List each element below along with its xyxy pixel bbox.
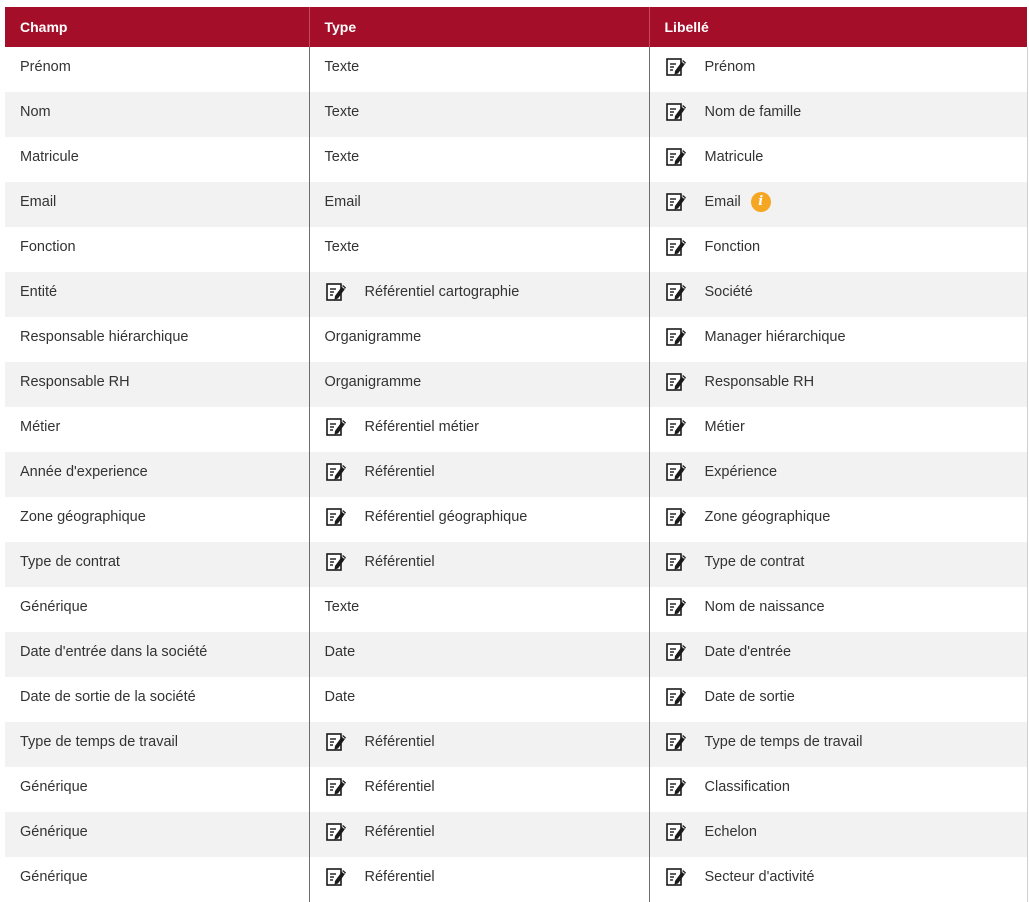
cell-libelle xyxy=(649,857,1027,902)
cell-champ xyxy=(5,542,309,587)
cell-type xyxy=(309,632,649,677)
cell-champ xyxy=(5,272,309,317)
cell-type xyxy=(309,227,649,272)
cell-champ xyxy=(5,497,309,542)
table-row xyxy=(5,362,1027,407)
table-row xyxy=(5,182,1027,227)
type-text: Référentiel xyxy=(364,733,435,750)
libelle-text: Classification xyxy=(704,778,790,795)
table-row xyxy=(5,137,1027,182)
cell-champ xyxy=(5,182,309,227)
libelle-text: Manager hiérarchique xyxy=(704,328,846,345)
champ-text: Email xyxy=(20,193,57,210)
edit-icon[interactable] xyxy=(325,506,347,528)
table-row xyxy=(5,47,1027,92)
cell-type xyxy=(309,857,649,902)
type-text: Référentiel géographique xyxy=(364,508,528,525)
cell-champ xyxy=(5,452,309,497)
champ-text: Métier xyxy=(20,418,61,435)
cell-libelle xyxy=(649,182,1027,227)
libelle-text: Type de contrat xyxy=(704,553,805,570)
libelle-text: Responsable RH xyxy=(704,373,815,390)
table-row xyxy=(5,272,1027,317)
edit-icon[interactable] xyxy=(665,146,687,168)
info-icon[interactable]: i xyxy=(751,192,771,212)
cell-type xyxy=(309,137,649,182)
cell-champ xyxy=(5,137,309,182)
cell-type xyxy=(309,542,649,587)
cell-type xyxy=(309,767,649,812)
type-text: Texte xyxy=(324,103,360,120)
champ-text: Matricule xyxy=(20,148,79,165)
libelle-text: Fonction xyxy=(704,238,761,255)
libelle-text: Date d'entrée xyxy=(704,643,792,660)
cell-libelle xyxy=(649,92,1027,137)
cell-libelle xyxy=(649,587,1027,632)
edit-icon[interactable] xyxy=(665,416,687,438)
champ-text: Générique xyxy=(20,868,88,885)
type-text: Référentiel cartographie xyxy=(364,283,520,300)
cell-type xyxy=(309,317,649,362)
type-text: Référentiel xyxy=(364,553,435,570)
libelle-text: Type de temps de travail xyxy=(704,733,863,750)
edit-icon[interactable] xyxy=(325,281,347,303)
libelle-text: Matricule xyxy=(704,148,764,165)
type-text: Texte xyxy=(324,148,360,165)
cell-type xyxy=(309,677,649,722)
table-row xyxy=(5,587,1027,632)
type-text: Texte xyxy=(324,598,360,615)
champ-text: Fonction xyxy=(20,238,76,255)
cell-libelle xyxy=(649,227,1027,272)
table-row xyxy=(5,767,1027,812)
edit-icon[interactable] xyxy=(665,101,687,123)
table-body xyxy=(5,47,1027,902)
cell-libelle xyxy=(649,452,1027,497)
header-row xyxy=(5,7,1027,47)
edit-icon[interactable] xyxy=(325,821,347,843)
edit-icon[interactable] xyxy=(665,596,687,618)
champ-text: Responsable RH xyxy=(20,373,130,390)
table-row xyxy=(5,632,1027,677)
type-text: Texte xyxy=(324,58,360,75)
champ-text: Générique xyxy=(20,823,88,840)
champ-text: Générique xyxy=(20,598,88,615)
cell-type xyxy=(309,92,649,137)
cell-champ xyxy=(5,677,309,722)
champ-text: Date de sortie de la société xyxy=(20,688,196,705)
cell-type xyxy=(309,272,649,317)
cell-libelle xyxy=(649,362,1027,407)
cell-type xyxy=(309,182,649,227)
cell-libelle xyxy=(649,632,1027,677)
type-text: Référentiel xyxy=(364,868,435,885)
edit-icon[interactable] xyxy=(665,281,687,303)
type-text: Email xyxy=(324,193,361,210)
cell-champ xyxy=(5,407,309,452)
table-row xyxy=(5,227,1027,272)
champ-text: Type de temps de travail xyxy=(20,733,178,750)
table-row xyxy=(5,92,1027,137)
cell-libelle xyxy=(649,407,1027,452)
cell-libelle xyxy=(649,542,1027,587)
libelle-text: Nom de naissance xyxy=(704,598,825,615)
champ-text: Générique xyxy=(20,778,88,795)
cell-champ xyxy=(5,587,309,632)
table-row xyxy=(5,812,1027,857)
table-row xyxy=(5,317,1027,362)
cell-champ xyxy=(5,92,309,137)
table-row xyxy=(5,542,1027,587)
edit-icon[interactable] xyxy=(665,551,687,573)
table-row xyxy=(5,677,1027,722)
cell-type xyxy=(309,452,649,497)
champ-text: Type de contrat xyxy=(20,553,120,570)
table-row xyxy=(5,497,1027,542)
edit-icon[interactable] xyxy=(665,56,687,78)
type-text: Référentiel métier xyxy=(364,418,479,435)
cell-libelle xyxy=(649,272,1027,317)
libelle-text: Nom de famille xyxy=(704,103,802,120)
libelle-text: Echelon xyxy=(704,823,757,840)
edit-icon[interactable] xyxy=(325,776,347,798)
cell-libelle xyxy=(649,317,1027,362)
edit-icon[interactable] xyxy=(665,461,687,483)
champ-text: Entité xyxy=(20,283,58,300)
cell-libelle xyxy=(649,722,1027,767)
type-text: Date xyxy=(324,643,356,660)
cell-libelle xyxy=(649,47,1027,92)
cell-libelle xyxy=(649,767,1027,812)
cell-type xyxy=(309,722,649,767)
edit-icon[interactable] xyxy=(325,866,347,888)
cell-type xyxy=(309,587,649,632)
cell-champ xyxy=(5,227,309,272)
cell-type xyxy=(309,497,649,542)
cell-champ xyxy=(5,317,309,362)
champ-text: Nom xyxy=(20,103,51,120)
libelle-text: Zone géographique xyxy=(704,508,831,525)
champ-text: Année d'experience xyxy=(20,463,148,480)
fields-table xyxy=(5,7,1028,902)
edit-icon[interactable] xyxy=(325,461,347,483)
type-text: Référentiel xyxy=(364,463,435,480)
libelle-text: Date de sortie xyxy=(704,688,795,705)
cell-champ xyxy=(5,767,309,812)
table-row xyxy=(5,452,1027,497)
edit-icon[interactable] xyxy=(325,551,347,573)
champ-text: Prénom xyxy=(20,58,71,75)
cell-champ xyxy=(5,632,309,677)
column-header-libelle: Libellé xyxy=(649,7,1027,47)
cell-champ xyxy=(5,362,309,407)
type-text: Organigramme xyxy=(324,373,422,390)
champ-text: Date d'entrée dans la société xyxy=(20,643,208,660)
edit-icon[interactable] xyxy=(665,776,687,798)
cell-type xyxy=(309,407,649,452)
edit-icon[interactable] xyxy=(665,326,687,348)
cell-champ xyxy=(5,812,309,857)
cell-libelle xyxy=(649,812,1027,857)
cell-type xyxy=(309,47,649,92)
edit-icon[interactable] xyxy=(665,866,687,888)
cell-libelle xyxy=(649,497,1027,542)
table-row xyxy=(5,857,1027,902)
cell-libelle xyxy=(649,137,1027,182)
edit-icon[interactable] xyxy=(325,731,347,753)
cell-champ xyxy=(5,722,309,767)
type-text: Organigramme xyxy=(324,328,422,345)
libelle-text: Société xyxy=(704,283,753,300)
libelle-text: Métier xyxy=(704,418,745,435)
champ-text: Zone géographique xyxy=(20,508,146,525)
champ-text: Responsable hiérarchique xyxy=(20,328,189,345)
edit-icon[interactable] xyxy=(665,731,687,753)
edit-icon[interactable] xyxy=(665,821,687,843)
fields-table-container xyxy=(5,7,1027,902)
edit-icon[interactable] xyxy=(665,506,687,528)
cell-champ xyxy=(5,47,309,92)
libelle-text: Email xyxy=(704,193,741,210)
cell-type xyxy=(309,362,649,407)
edit-icon[interactable] xyxy=(325,416,347,438)
edit-icon[interactable] xyxy=(665,686,687,708)
cell-type xyxy=(309,812,649,857)
type-text: Référentiel xyxy=(364,823,435,840)
cell-libelle xyxy=(649,677,1027,722)
column-header-champ: Champ xyxy=(5,7,309,47)
table-row xyxy=(5,722,1027,767)
type-text: Texte xyxy=(324,238,360,255)
edit-icon[interactable] xyxy=(665,641,687,663)
type-text: Référentiel xyxy=(364,778,435,795)
edit-icon[interactable] xyxy=(665,191,687,213)
table-header xyxy=(5,7,1027,47)
edit-icon[interactable] xyxy=(665,236,687,258)
table-row xyxy=(5,407,1027,452)
libelle-text: Expérience xyxy=(704,463,778,480)
libelle-text: Prénom xyxy=(704,58,756,75)
libelle-text: Secteur d'activité xyxy=(704,868,815,885)
column-header-type: Type xyxy=(309,7,649,47)
cell-champ xyxy=(5,857,309,902)
edit-icon[interactable] xyxy=(665,371,687,393)
type-text: Date xyxy=(324,688,356,705)
